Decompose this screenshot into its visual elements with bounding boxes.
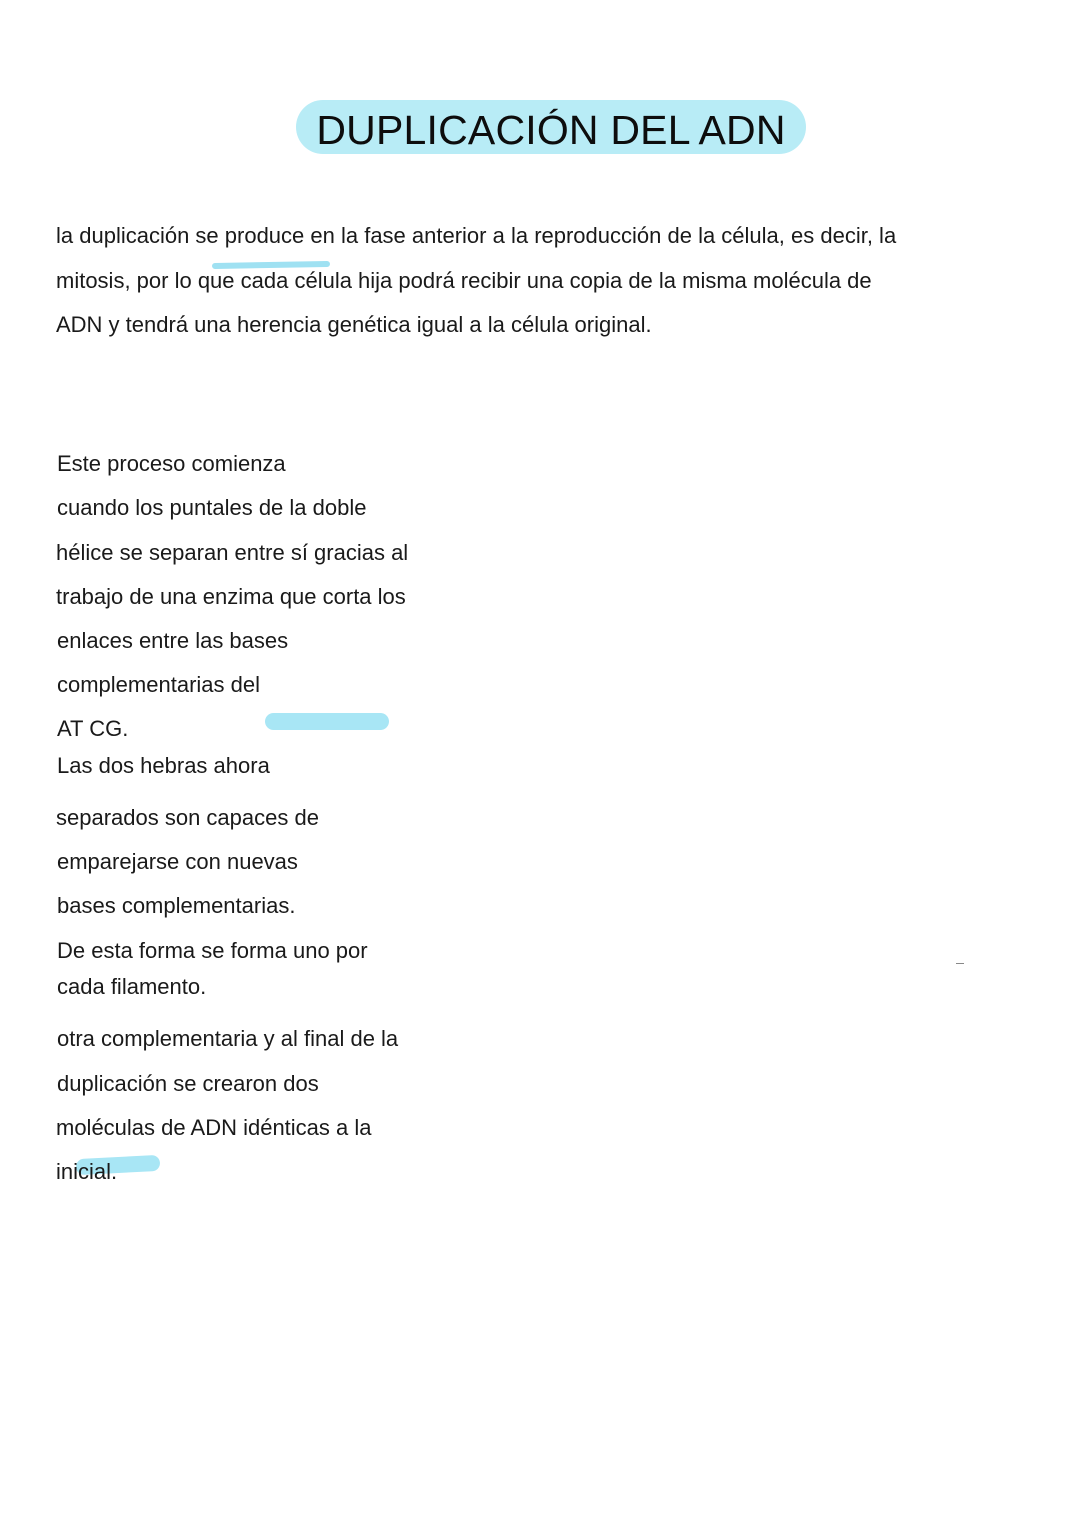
column-line: bases complementarias. (57, 893, 296, 918)
column-line: emparejarse con nuevas (57, 849, 298, 874)
intro-line: mitosis, por lo que cada célula hija podrá recibir una copia de la misma molécula de (56, 267, 872, 293)
page-title: DUPLICACIÓN DEL ADN (316, 107, 786, 153)
column-line: enlaces entre las bases (57, 628, 289, 653)
intro-line: la duplicación se produce en la fase anterior a la reproducción de la célula, es decir, la (56, 223, 897, 248)
column-line: hélice se separan entre sí gracias al (56, 540, 409, 565)
column-line: AT CG. (57, 716, 129, 741)
column-line: trabajo de una enzima que corta los (56, 584, 406, 609)
column-line: moléculas de ADN idénticas a la (56, 1115, 372, 1140)
intro-paragraph (56, 214, 1016, 348)
stray-mark (956, 963, 964, 964)
column-line: separados son capaces de (56, 805, 319, 830)
column-line: duplicación se crearon dos (57, 1071, 319, 1096)
column-line: cuando los puntales de la doble (57, 495, 367, 520)
column-line: Este proceso comienza (57, 451, 286, 476)
column-line: otra complementaria y al final de la (57, 1026, 399, 1051)
column-line: complementarias del (57, 672, 260, 697)
column-line: cada filamento. (57, 974, 207, 999)
column-line: inicial. (56, 1159, 118, 1184)
intro-line: ADN y tendrá una herencia genética igual a la célula original. (56, 312, 652, 337)
column-line: De esta forma se forma uno por (57, 938, 368, 963)
column-line: Las dos hebras ahora (57, 753, 270, 778)
highlight-stroke (265, 713, 389, 730)
